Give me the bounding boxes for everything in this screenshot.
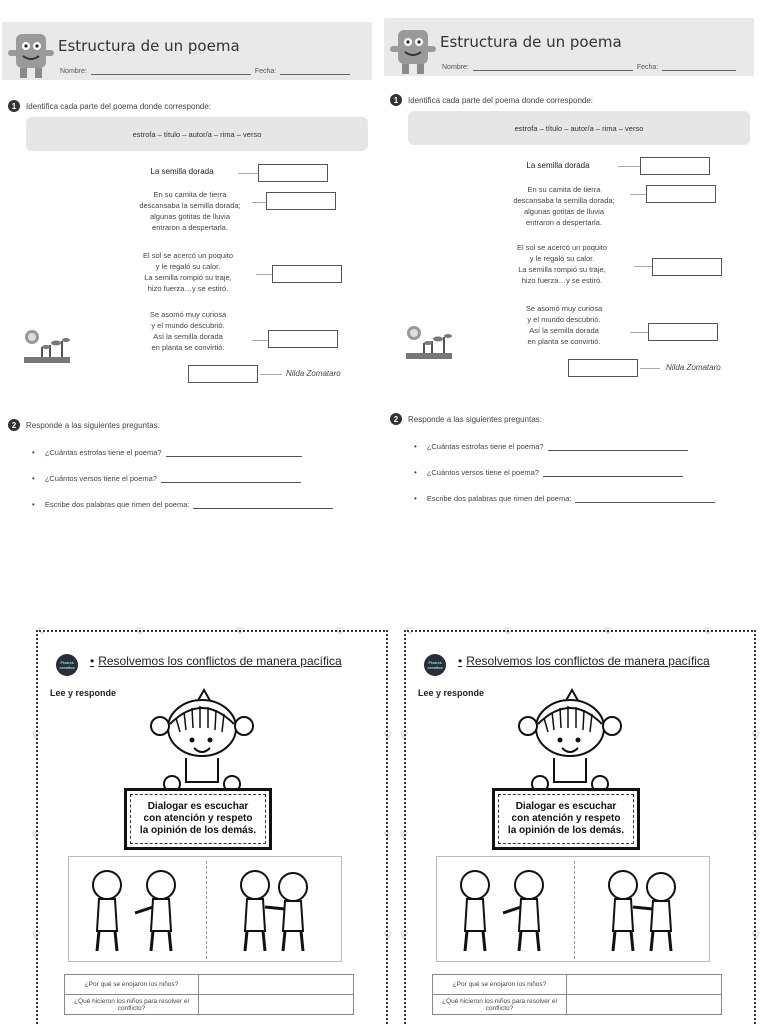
date-line[interactable] <box>662 64 736 71</box>
girl-illustration-icon <box>146 684 256 792</box>
answer-line[interactable] <box>166 449 302 457</box>
heart-icon: ♡ <box>336 626 345 636</box>
answer-box-stanza-3[interactable] <box>648 323 718 341</box>
table-row <box>65 975 354 995</box>
activity-title <box>458 654 718 669</box>
date-label: Fecha: <box>254 68 277 75</box>
message-sign <box>492 788 640 850</box>
heart-icon: ♡ <box>32 730 41 740</box>
verse: en planta se convirtió. <box>527 337 601 346</box>
activity-title-text: Resolvemos los conflictos de manera pacífica <box>98 654 342 668</box>
arguing-boys-icon <box>77 865 197 957</box>
step-number: 1 <box>390 94 402 106</box>
bullet-dot: • <box>414 442 417 451</box>
question-1 <box>414 442 688 451</box>
table-answer-cell[interactable] <box>199 975 354 995</box>
sign-text <box>498 794 634 844</box>
verse: en planta se convirtió. <box>151 343 225 352</box>
question-table <box>432 974 722 1015</box>
verse: y el mundo descubrió. <box>151 321 225 330</box>
verse: En su camita de tierra <box>527 185 601 194</box>
table-question: ¿Por qué se enojaron los niños? <box>433 975 567 995</box>
bullet-dot: • <box>32 448 35 457</box>
date-line[interactable] <box>280 68 350 75</box>
table-row <box>65 995 354 1015</box>
name-label: Nombre: <box>60 68 87 75</box>
verse: hizo fuerza…y se estiró. <box>147 284 229 293</box>
dotted-border-left <box>36 630 44 1024</box>
heart-icon: ♡ <box>400 830 409 840</box>
question-text: Escribe dos palabras que rimen del poema: <box>44 500 190 509</box>
step-number: 1 <box>8 100 20 112</box>
poem-title: La semilla dorada <box>526 161 590 170</box>
conflict-card-right <box>400 626 760 1024</box>
heart-icon: ♡ <box>406 626 415 636</box>
table-row <box>433 995 722 1015</box>
stanza-1 <box>120 189 260 233</box>
table-answer-cell[interactable] <box>567 995 722 1015</box>
sign-text <box>130 794 266 844</box>
heart-icon: ♡ <box>751 830 760 840</box>
answer-line[interactable] <box>575 495 715 503</box>
activity-subtitle: Lee y responde <box>418 688 485 698</box>
name-date-row <box>60 68 350 75</box>
poem-worksheet-left <box>2 22 372 542</box>
verse: algunas gotitas de lluvia <box>149 212 231 221</box>
verse: Así la semilla dorada <box>153 332 223 341</box>
answer-box-stanza-3[interactable] <box>268 330 338 348</box>
name-date-row <box>442 64 736 71</box>
answer-line[interactable] <box>548 443 688 451</box>
question-text: ¿Cuántos versos tiene el poema? <box>44 474 157 483</box>
sign-line: con atención y respeto <box>143 813 253 824</box>
sign-line: la opinión de los demás. <box>507 825 625 836</box>
name-line[interactable] <box>473 64 633 71</box>
sign-line: Dialogar es escuchar <box>147 801 249 812</box>
question-text: ¿Cuántos versos tiene el poema? <box>426 468 539 477</box>
heart-icon: ♡ <box>383 830 392 840</box>
answer-box-author[interactable] <box>188 365 258 383</box>
verse: y le regaló su calor. <box>529 254 595 263</box>
bullet-dot: • <box>32 500 35 509</box>
question-1 <box>32 448 302 457</box>
question-3 <box>414 494 715 503</box>
plant-sun-icon <box>22 327 72 367</box>
worksheet-title: Estructura de un poema <box>58 37 240 55</box>
heart-icon: ♡ <box>383 930 392 940</box>
step-number: 2 <box>390 413 402 425</box>
sign-line: con atención y respeto <box>511 813 621 824</box>
arrow <box>634 266 652 267</box>
activity-subtitle: Lee y responde <box>50 688 117 698</box>
arrow <box>238 173 258 174</box>
date-label: Fecha: <box>636 64 659 71</box>
dotted-border-left <box>404 630 412 1024</box>
sign-line: Dialogar es escuchar <box>515 801 617 812</box>
table-row <box>433 975 722 995</box>
scene-divider <box>574 861 575 959</box>
bullet-dot: • <box>414 468 417 477</box>
stanza-1 <box>494 184 634 228</box>
arrow <box>252 202 266 203</box>
table-answer-cell[interactable] <box>199 995 354 1015</box>
question-3 <box>32 500 333 509</box>
heart-icon: ♡ <box>38 626 47 636</box>
step-number: 2 <box>8 419 20 431</box>
step-2 <box>8 419 160 431</box>
question-text: ¿Cuántas estrofas tiene el poema? <box>44 448 162 457</box>
answer-box-stanza-2[interactable] <box>652 258 722 276</box>
arrow <box>256 274 272 275</box>
activity-title-text: Resolvemos los conflictos de manera pacífica <box>466 654 710 668</box>
answer-line[interactable] <box>543 469 683 477</box>
girl-illustration-icon <box>514 684 624 792</box>
heart-icon: ♡ <box>604 626 613 636</box>
word-bank: estrofa – título – autor/a – rima – verso <box>408 111 750 145</box>
dotted-border-right <box>380 630 388 1024</box>
question-text: ¿Cuántas estrofas tiene el poema? <box>426 442 544 451</box>
question-table <box>64 974 354 1015</box>
message-sign <box>124 788 272 850</box>
verse: El sol se acercó un poquito <box>516 243 608 252</box>
mascot-icon <box>6 28 54 80</box>
verse: algunas gotitas de lluvia <box>523 207 605 216</box>
question-2 <box>32 474 301 483</box>
step-2-instruction: Responde a las siguientes preguntas: <box>26 420 160 430</box>
worksheet-header <box>384 18 754 76</box>
answer-box-author[interactable] <box>568 359 638 377</box>
step-2-instruction: Responde a las siguientes preguntas: <box>408 414 542 424</box>
worksheet-title: Estructura de un poema <box>440 33 622 51</box>
heart-icon: ♡ <box>236 626 245 636</box>
verse: Se asomó muy curiosa <box>525 304 603 313</box>
table-question: ¿Por qué se enojaron los niños? <box>65 975 199 995</box>
verse: Se asomó muy curiosa <box>149 310 227 319</box>
mascot-icon <box>388 24 436 76</box>
conflict-card-left <box>32 626 392 1024</box>
dotted-border-right <box>748 630 756 1024</box>
stanza-2 <box>118 250 258 294</box>
verse: hizo fuerza…y se estiró. <box>521 276 603 285</box>
word-bank: estrofa – título – autor/a – rima – verso <box>26 117 368 151</box>
worksheet-header <box>2 22 372 80</box>
answer-line[interactable] <box>193 501 333 509</box>
title-bullet: • <box>458 654 463 668</box>
verse: descansaba la semilla dorada; <box>139 201 241 210</box>
arguing-boys-icon <box>445 865 565 957</box>
heart-icon: ♡ <box>32 830 41 840</box>
bullet-dot: • <box>32 474 35 483</box>
heart-icon: ♡ <box>136 626 145 636</box>
title-bullet: • <box>90 654 95 668</box>
arrow <box>630 332 648 333</box>
heart-icon: ♡ <box>383 730 392 740</box>
stanza-3 <box>118 309 258 353</box>
step-1 <box>390 94 593 106</box>
heart-icon: ♡ <box>751 730 760 740</box>
activity-title <box>90 654 350 669</box>
verse: Así la semilla dorada <box>529 326 599 335</box>
answer-box-title[interactable] <box>640 157 710 175</box>
heart-icon: ♡ <box>504 626 513 636</box>
verse: entraron a despertarla. <box>526 218 602 227</box>
step-1-instruction: Identifica cada parte del poema donde corresponde: <box>26 101 212 111</box>
verse: La semilla rompió su traje, <box>144 273 232 282</box>
friendly-boys-icon <box>215 865 335 957</box>
heart-icon: ♡ <box>32 930 41 940</box>
sign-line: la opinión de los demás. <box>139 825 257 836</box>
pizarra-creativa-logo: Pizarra creativa <box>424 654 446 676</box>
stanza-3 <box>494 303 634 347</box>
step-1 <box>8 100 211 112</box>
arrow <box>640 368 660 369</box>
table-question: ¿Qué hicieron los niños para resolver el conflicto? <box>433 995 567 1015</box>
arrow <box>252 340 268 341</box>
question-2 <box>414 468 683 477</box>
poem-author: Nilda Zomataro <box>286 369 341 378</box>
friendly-boys-icon <box>583 865 703 957</box>
verse: En su camita de tierra <box>153 190 227 199</box>
heart-icon: ♡ <box>751 930 760 940</box>
answer-box-stanza-1[interactable] <box>266 192 336 210</box>
heart-icon: ♡ <box>400 930 409 940</box>
name-label: Nombre: <box>442 64 469 71</box>
pizarra-creativa-logo: Pizarra creativa <box>56 654 78 676</box>
verse: El sol se acercó un poquito <box>142 251 234 260</box>
stanza-2 <box>492 242 632 286</box>
name-line[interactable] <box>91 68 251 75</box>
poem-title: La semilla dorada <box>150 167 214 176</box>
heart-icon: ♡ <box>704 626 713 636</box>
answer-line[interactable] <box>161 475 301 483</box>
verse: entraron a despertarla. <box>152 223 228 232</box>
verse: La semilla rompió su traje, <box>518 265 606 274</box>
poem-author: Nilda Zomataro <box>666 363 721 372</box>
verse: y el mundo descubrió. <box>527 315 601 324</box>
table-answer-cell[interactable] <box>567 975 722 995</box>
arrow <box>618 166 640 167</box>
bullet-dot: • <box>414 494 417 503</box>
scene-divider <box>206 861 207 959</box>
step-1-instruction: Identifica cada parte del poema donde corresponde: <box>408 95 594 105</box>
verse: descansaba la semilla dorada; <box>513 196 615 205</box>
step-2 <box>390 413 542 425</box>
answer-box-stanza-2[interactable] <box>272 265 342 283</box>
poem-worksheet-right <box>384 18 754 538</box>
question-text: Escribe dos palabras que rimen del poema: <box>426 494 572 503</box>
conflict-scene-illustration <box>436 856 710 962</box>
table-question: ¿Qué hicieron los niños para resolver el conflicto? <box>65 995 199 1015</box>
plant-sun-icon <box>404 323 454 363</box>
answer-box-title[interactable] <box>258 164 328 182</box>
heart-icon: ♡ <box>400 730 409 740</box>
verse: y le regaló su calor. <box>155 262 221 271</box>
arrow <box>260 374 282 375</box>
conflict-scene-illustration <box>68 856 342 962</box>
answer-box-stanza-1[interactable] <box>646 185 716 203</box>
